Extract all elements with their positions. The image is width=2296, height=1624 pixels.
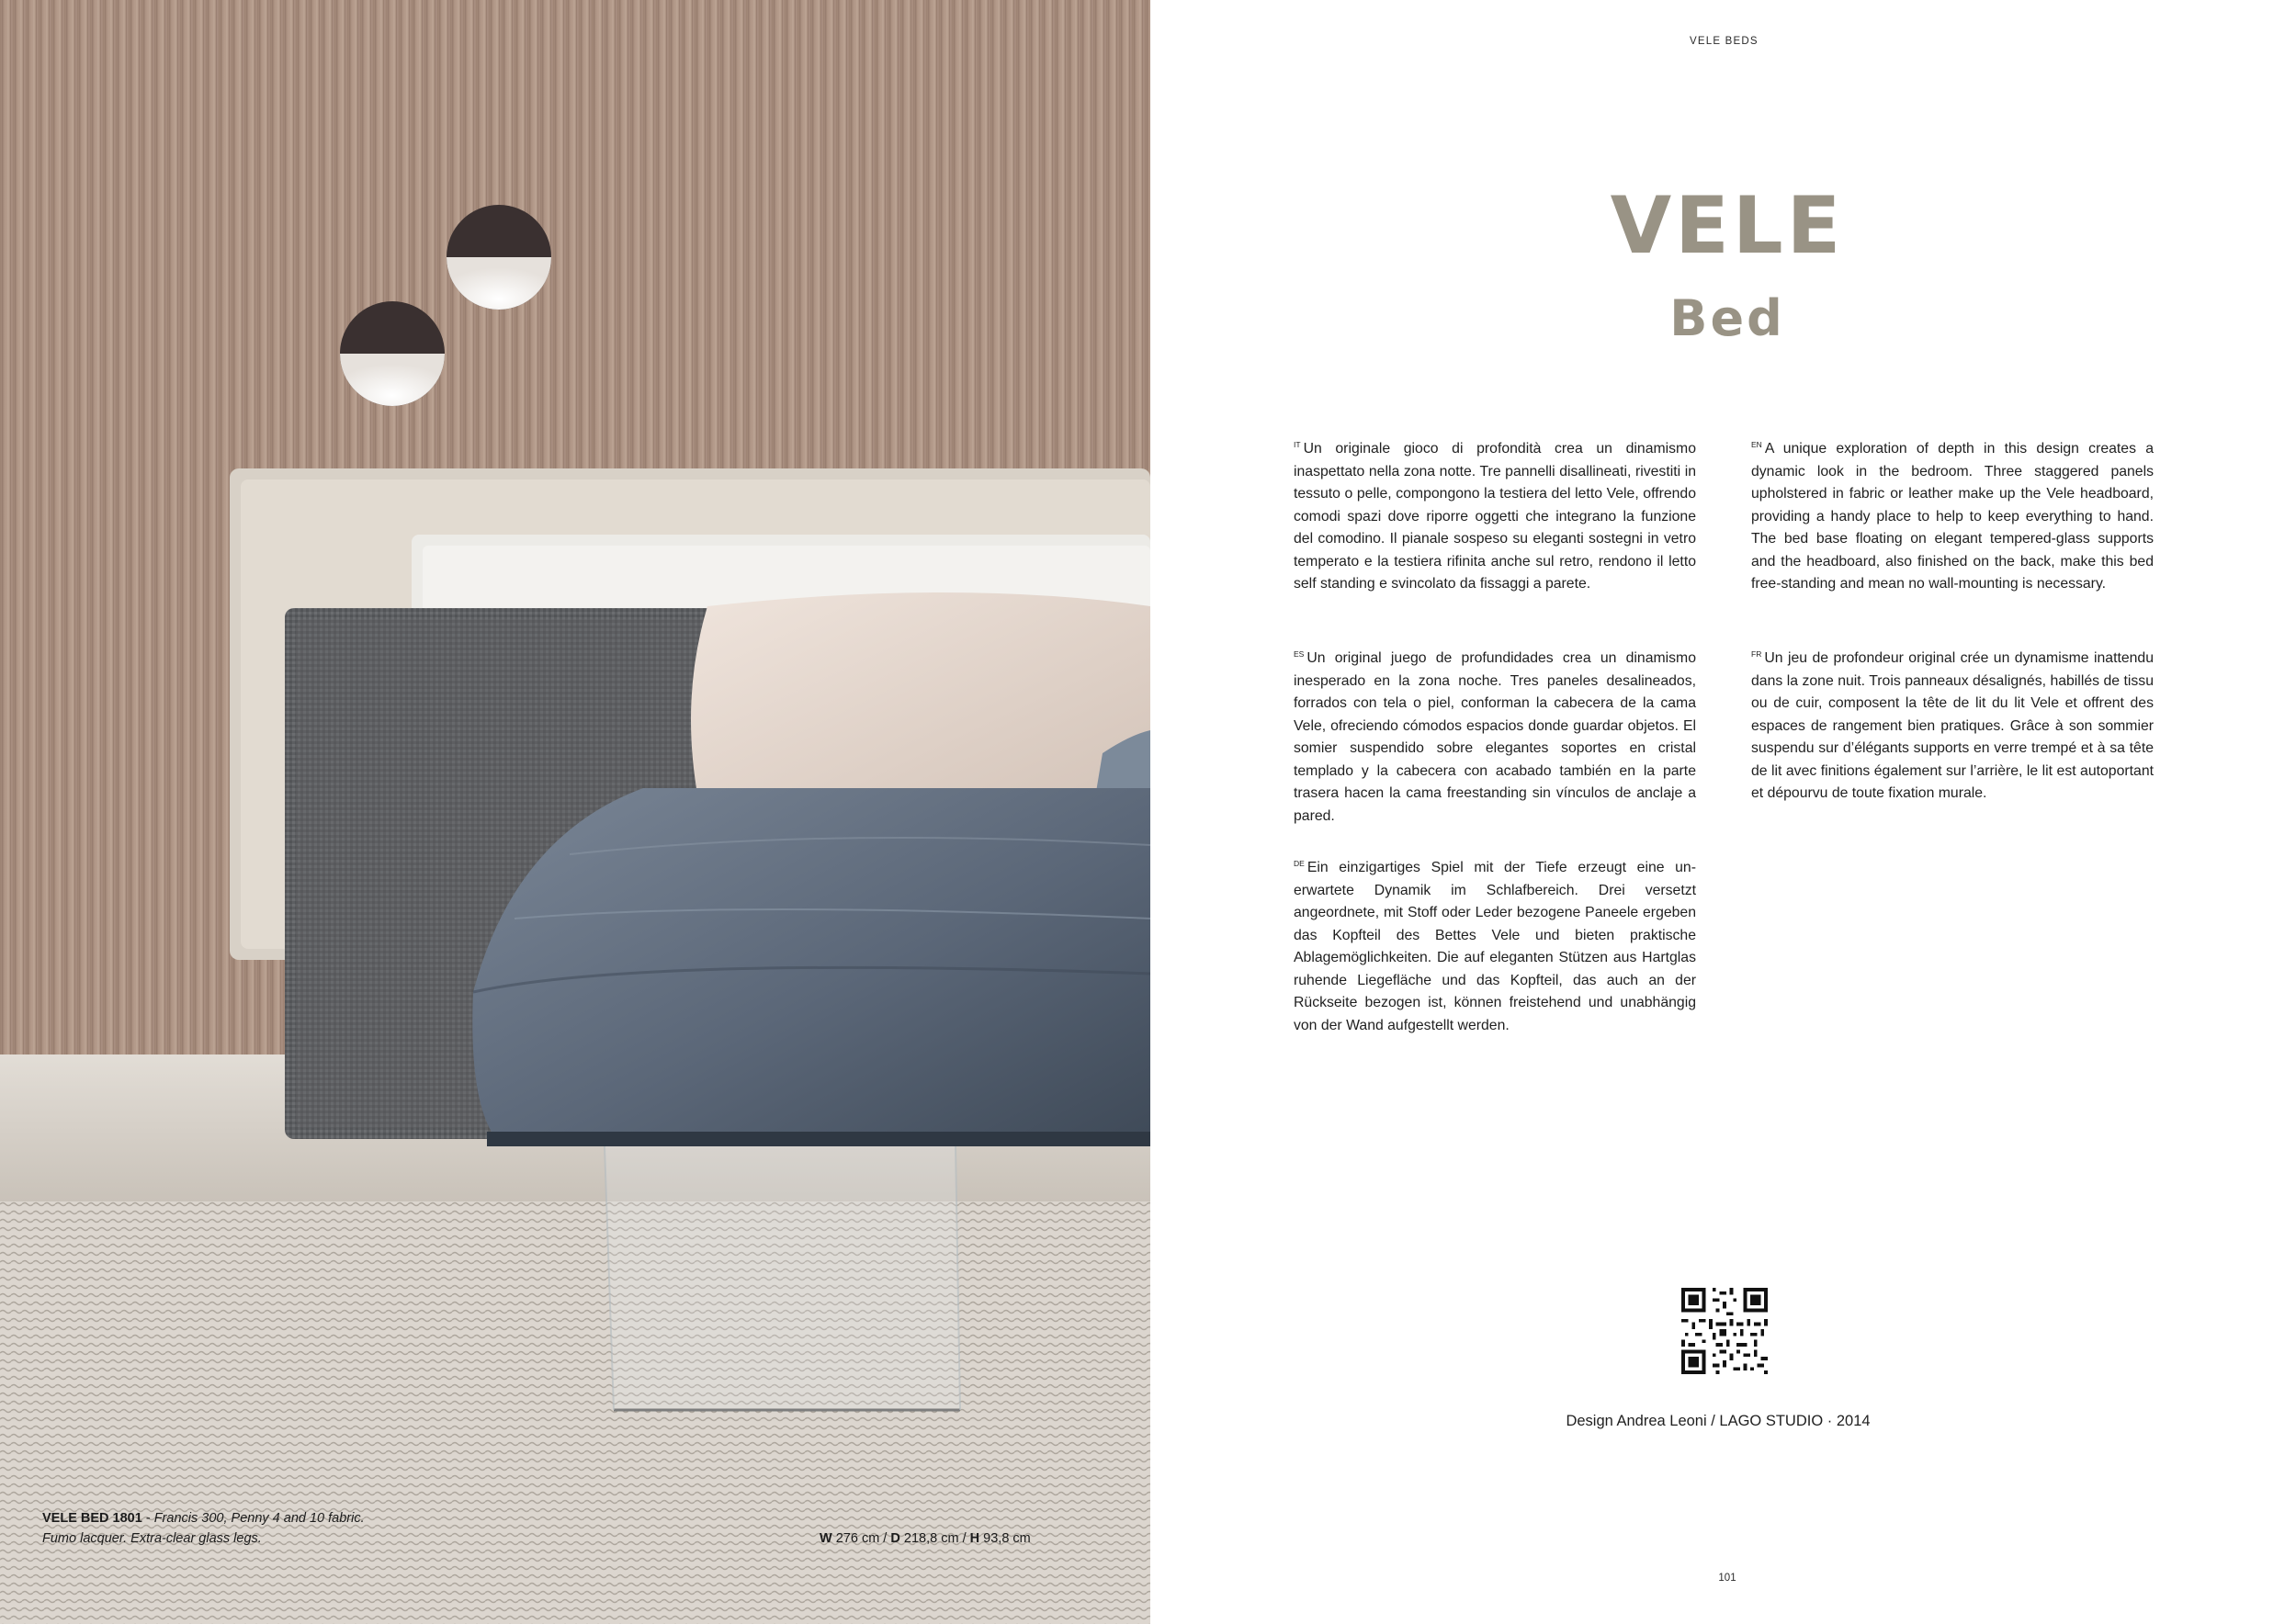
caption-separator: -: [141, 1511, 154, 1526]
paragraph-en-text: A unique exploration of depth in this design creates a dynamic look in the bedroom. Three staggered panels upholstered in fabric or leather make up the Vele headboard, providing a handy place to help to keep everything to hand. The bed base floating on elegant tempered-glass supports and the headboard, also finished on the back, make this bed free-standing and mean no wall-mounting is necessary.: [1751, 441, 2154, 592]
lang-tag-en: EN: [1751, 440, 1762, 449]
dimensions: [820, 1528, 1031, 1549]
lang-tag-es: ES: [1294, 649, 1305, 659]
paragraph-fr-text: Un jeu de profondeur original crée un dynamisme inattendu dans la zone nuit. Trois panneaux désalignés, habillés de tissu ou de cuir, composent la tête de lit du lit Vele et offrent des espaces de rangement bien pratiques. Grâce à son sommier suspendu sur d’élégants supports en verre trempé et à sa tête de lit avec finitions également sur l’arrière, le lit est autoportant et dépourvu de toute fixation murale.: [1751, 650, 2154, 801]
design-credit: Design Andrea Leoni / LAGO STUDIO · 2014: [1566, 1413, 1871, 1429]
dim-d-value: 218,8 cm: [903, 1531, 959, 1546]
page-title: VELE: [1610, 180, 1845, 272]
paragraph-es-text: Un original juego de profundidades crea un dinamismo inesperado en la zona noche. Tres paneles desalineados, forrados con tela o piel, conforman la cabecera de la cama Vele, ofreciendo cómodos espacios donde guardar objetos. El somier suspendido sobre elegantes soportes en cristal templado y la cabecera con acabado también en la parte trasera hacen la cama freestanding sin vínculos de anclaje a pared.: [1294, 650, 1696, 824]
dim-w-value: 276 cm: [835, 1531, 880, 1546]
paragraph-es: [1294, 643, 1696, 828]
paragraph-de: [1294, 852, 1696, 1037]
caption-line-2: Fumo lacquer. Extra-clear glass legs.: [42, 1531, 262, 1546]
dim-w-label: W: [820, 1531, 832, 1546]
paragraph-fr: [1751, 643, 2154, 806]
qr-code-icon[interactable]: [1681, 1288, 1768, 1374]
dim-h-value: 93,8 cm: [983, 1531, 1031, 1546]
dim-d-label: D: [890, 1531, 900, 1546]
caption-line-1: Francis 300, Penny 4 and 10 fabric.: [153, 1511, 365, 1526]
paragraph-en: [1751, 434, 2154, 596]
paragraph-de-text: Ein einzigartiges Spiel mit der Tiefe erzeugt eine unerwartete Dynamik im Schlafbereich. Drei versetzt angeordnete, mit Stoff oder Leder bezogene Paneele ergeben das Kopfteil des Bettes Vele und bieten praktische Ablagemöglichkeiten. Die auf eleganten Stützen aus Hartglas ruhende Liegefläche und das Kopfteil, das auch an der Rückseite bezogen ist, können freistehend und unabhängig von der Wand aufgestellt werden.: [1294, 860, 1696, 1033]
dim-separator: /: [958, 1531, 970, 1546]
product-name: VELE BED 1801: [42, 1511, 142, 1526]
page-subtitle: Bed: [1669, 289, 1785, 347]
lang-tag-fr: FR: [1751, 649, 1762, 659]
dim-h-label: H: [969, 1531, 980, 1546]
paragraph-it-text: Un originale gioco di profondità crea un dinamismo inaspettato nella zona notte. Tre pannelli disallineati, rivestiti in tessuto o pelle, compongono la testiera del letto Vele, offrendo comodi spazi dove riporre oggetti che integrano la funzione del comodino. Il pianale sospeso su eleganti sostegni in vetro temperato e la testiera rifinita anche sul retro, rendono il letto self standing e svincolato da fissaggi a parete.: [1294, 441, 1696, 592]
paragraph-it: [1294, 434, 1696, 596]
lang-tag-de: DE: [1294, 859, 1305, 868]
page-number: 101: [1718, 1573, 1736, 1584]
dim-separator: /: [879, 1531, 891, 1546]
lang-tag-it: IT: [1294, 440, 1301, 449]
running-head: VELE BEDS: [1690, 36, 1759, 47]
